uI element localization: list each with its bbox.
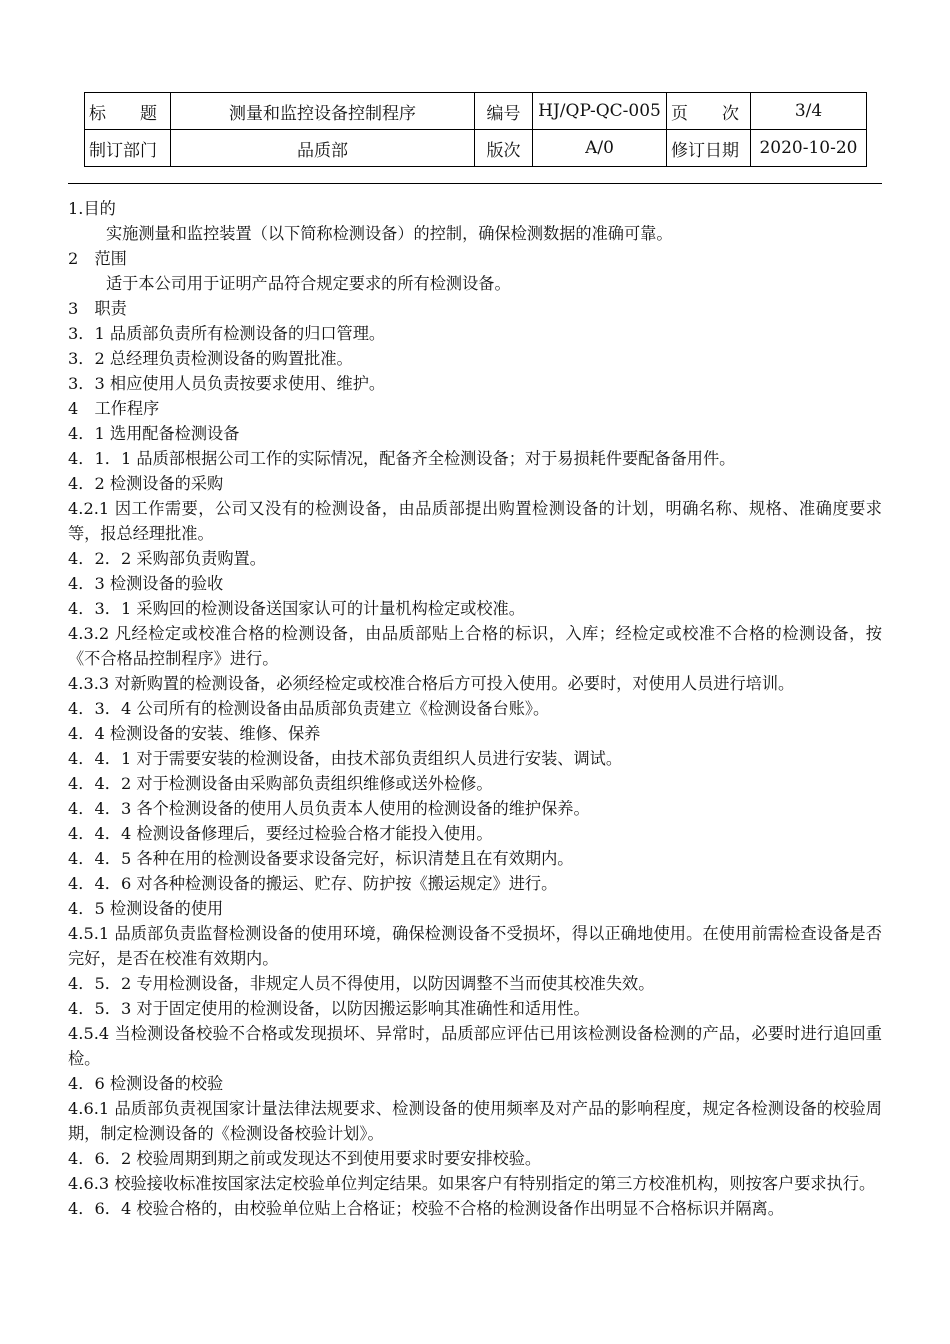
body-text: 实施测量和监控装置（以下简称检测设备）的控制，确保检测数据的准确可靠。 bbox=[106, 224, 673, 243]
clause: 4．4．1 对于需要安装的检测设备，由技术部负责组织人员进行安装、调试。 bbox=[68, 749, 623, 768]
clause: 4.5.4 当检测设备校验不合格或发现损坏、异常时，品质部应评估已用该检测设备检测的产品，必要时进行追回重检。 bbox=[68, 1024, 882, 1068]
dept-value: 品质部 bbox=[171, 130, 475, 167]
subsection-heading: 4．6 检测设备的校验 bbox=[68, 1074, 224, 1093]
clause: 4．4．4 检测设备修理后，要经过检验合格才能投入使用。 bbox=[68, 824, 493, 843]
clause: 4．6．4 校验合格的，由校验单位贴上合格证；校验不合格的检测设备作出明显不合格标识并隔离。 bbox=[68, 1199, 784, 1218]
code-value: HJ/QP-QC-005 bbox=[533, 93, 667, 130]
clause: 4.5.1 品质部负责监督检测设备的使用环境，确保检测设备不受损坏，得以正确地使用。在使用前需检查设备是否完好，是否在校准有效期内。 bbox=[68, 924, 882, 968]
body-text: 适于本公司用于证明产品符合规定要求的所有检测设备。 bbox=[106, 274, 511, 293]
document-header-table bbox=[84, 92, 867, 167]
clause: 4．1．1 品质部根据公司工作的实际情况，配备齐全检测设备；对于易损耗件要配备备用件。 bbox=[68, 449, 736, 468]
header-divider bbox=[68, 183, 882, 184]
clause: 4.2.1 因工作需要，公司又没有的检测设备，由品质部提出购置检测设备的计划，明确名称、规格、准确度要求等，报总经理批准。 bbox=[68, 499, 882, 543]
clause: 4．5．2 专用检测设备，非规定人员不得使用，以防因调整不当而使其校准失效。 bbox=[68, 974, 655, 993]
clause: 4．4．3 各个检测设备的使用人员负责本人使用的检测设备的维护保养。 bbox=[68, 799, 590, 818]
clause: 4.3.3 对新购置的检测设备，必须经检定或校准合格后方可投入使用。必要时，对使用人员进行培训。 bbox=[68, 674, 795, 693]
clause: 3．1 品质部负责所有检测设备的归口管理。 bbox=[68, 324, 386, 343]
page-label: 页 次 bbox=[667, 93, 751, 130]
section-heading: 4 工作程序 bbox=[68, 399, 160, 418]
clause: 4．5．3 对于固定使用的检测设备，以防因搬运影响其准确性和适用性。 bbox=[68, 999, 590, 1018]
subsection-heading: 4．3 检测设备的验收 bbox=[68, 574, 224, 593]
page-value: 3/4 bbox=[751, 93, 867, 130]
clause: 4．2．2 采购部负责购置。 bbox=[68, 549, 266, 568]
subsection-heading: 4．1 选用配备检测设备 bbox=[68, 424, 240, 443]
clause: 4．4．2 对于检测设备由采购部负责组织维修或送外检修。 bbox=[68, 774, 493, 793]
subsection-heading: 4．2 检测设备的采购 bbox=[68, 474, 224, 493]
title-label: 标 题 bbox=[85, 93, 171, 130]
clause: 3．2 总经理负责检测设备的购置批准。 bbox=[68, 349, 353, 368]
version-label: 版次 bbox=[475, 130, 533, 167]
subsection-heading: 4．5 检测设备的使用 bbox=[68, 899, 224, 918]
clause: 4．3．1 采购回的检测设备送国家认可的计量机构检定或校准。 bbox=[68, 599, 525, 618]
clause: 4．3．4 公司所有的检测设备由品质部负责建立《检测设备台账》。 bbox=[68, 699, 550, 718]
clause: 4.6.1 品质部负责视国家计量法律法规要求、检测设备的使用频率及对产品的影响程度，规定各检测设备的校验周期，制定检测设备的《检测设备校验计划》。 bbox=[68, 1099, 882, 1143]
clause: 4．4．5 各种在用的检测设备要求设备完好，标识清楚且在有效期内。 bbox=[68, 849, 574, 868]
section-heading: 2 范围 bbox=[68, 249, 127, 268]
clause: 4.6.3 校验接收标准按国家法定校验单位判定结果。如果客户有特别指定的第三方校准机构，则按客户要求执行。 bbox=[68, 1174, 876, 1193]
header-row-1 bbox=[85, 93, 867, 130]
section-heading: 1.目的 bbox=[68, 199, 116, 218]
date-value: 2020-10-20 bbox=[751, 130, 867, 167]
clause: 4．6．2 校验周期到期之前或发现达不到使用要求时要安排校验。 bbox=[68, 1149, 542, 1168]
document-body bbox=[68, 196, 882, 1221]
date-label: 修订日期 bbox=[667, 130, 751, 167]
clause: 4.3.2 凡经检定或校准合格的检测设备，由品质部贴上合格的标识，入库；经检定或校准不合格的检测设备，按《不合格品控制程序》进行。 bbox=[68, 624, 882, 668]
header-row-2 bbox=[85, 130, 867, 167]
code-label: 编号 bbox=[475, 93, 533, 130]
title-value: 测量和监控设备控制程序 bbox=[171, 93, 475, 130]
clause: 4．4．6 对各种检测设备的搬运、贮存、防护按《搬运规定》进行。 bbox=[68, 874, 558, 893]
version-value: A/0 bbox=[533, 130, 667, 167]
clause: 3．3 相应使用人员负责按要求使用、维护。 bbox=[68, 374, 386, 393]
subsection-heading: 4．4 检测设备的安装、维修、保养 bbox=[68, 724, 321, 743]
dept-label: 制订部门 bbox=[85, 130, 171, 167]
section-heading: 3 职责 bbox=[68, 299, 127, 318]
